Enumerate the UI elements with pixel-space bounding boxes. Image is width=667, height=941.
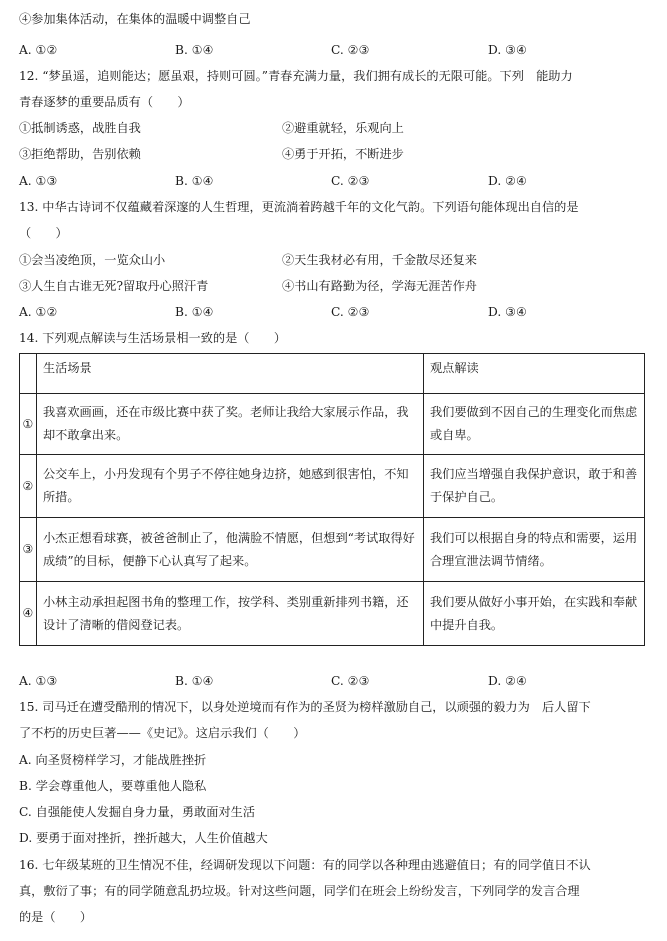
row-number: ③ bbox=[20, 518, 37, 582]
q11-option-d: D. ③④ bbox=[488, 43, 527, 57]
row-view: 我们要做到不因自己的生理变化而焦虑或自卑。 bbox=[424, 394, 645, 455]
row-scene: 我喜欢画画，还在市级比赛中获了奖。老师让我给大家展示作品，我却不敢拿出来。 bbox=[37, 394, 424, 455]
row-number: ④ bbox=[20, 582, 37, 646]
q12-item-4: ④勇于开拓，不断进步 bbox=[282, 147, 404, 161]
q15-stem-line1: 15. 司马迁在遭受酷刑的情况下，以身处逆境而有作为的圣贤为榜样激励自己，以顽强的毅力为 后人留下 bbox=[19, 700, 591, 714]
row-scene: 公交车上，小丹发现有个男子不停往她身边挤，她感到很害怕，不知所措。 bbox=[37, 455, 424, 518]
q11-item-4: ④参加集体活动，在集体的温暖中调整自己 bbox=[19, 12, 251, 26]
row-scene: 小林主动承担起图书角的整理工作，按学科、类别重新排列书籍，还设计了清晰的借阅登记表。 bbox=[37, 582, 424, 646]
table-row bbox=[20, 582, 645, 646]
table-header-row bbox=[20, 354, 645, 394]
q15-stem-line2: 了不朽的历史巨著——《史记》。这启示我们（ ） bbox=[19, 726, 306, 740]
q13-stem-line2: （ ） bbox=[19, 226, 68, 240]
q13-option-b: B. ①④ bbox=[175, 305, 214, 319]
q13-option-d: D. ③④ bbox=[488, 305, 527, 319]
q16-stem-line3: 的是（ ） bbox=[19, 910, 93, 924]
q15-choice-b: B. 学会尊重他人，要尊重他人隐私 bbox=[19, 779, 207, 793]
q11-option-a: A. ①② bbox=[19, 43, 58, 57]
q12-option-c: C. ②③ bbox=[331, 174, 370, 188]
row-view: 我们可以根据自身的特点和需要，运用合理宣泄法调节情绪。 bbox=[424, 518, 645, 582]
table-header-scene: 生活场景 bbox=[37, 354, 424, 394]
q13-item-3: ③人生自古谁无死?留取丹心照汗青 bbox=[19, 279, 209, 293]
q12-item-1: ①抵制诱惑，战胜自我 bbox=[19, 121, 141, 135]
row-number: ② bbox=[20, 455, 37, 518]
q11-option-b: B. ①④ bbox=[175, 43, 214, 57]
q13-item-2: ②天生我材必有用，千金散尽还复来 bbox=[282, 253, 477, 267]
table-row bbox=[20, 518, 645, 582]
q13-item-4: ④书山有路勤为径，学海无涯苦作舟 bbox=[282, 279, 477, 293]
q14-stem: 14. 下列观点解读与生活场景相一致的是（ ） bbox=[19, 331, 287, 345]
table-row bbox=[20, 455, 645, 518]
q11-option-c: C. ②③ bbox=[331, 43, 370, 57]
q14-option-b: B. ①④ bbox=[175, 674, 214, 688]
q12-option-d: D. ②④ bbox=[488, 174, 527, 188]
q16-stem-line2: 真，敷衍了事；有的同学随意乱扔垃圾。针对这些问题，同学们在班会上纷纷发言，下列同学的发言合理 bbox=[19, 884, 580, 898]
q15-choice-c: C. 自强能使人发掘自身力量，勇敢面对生活 bbox=[19, 805, 256, 819]
q13-option-a: A. ①② bbox=[19, 305, 58, 319]
q14-table bbox=[19, 353, 645, 646]
q12-item-3: ③拒绝帮助，告别依赖 bbox=[19, 147, 141, 161]
q12-option-b: B. ①④ bbox=[175, 174, 214, 188]
q14-option-a: A. ①③ bbox=[19, 674, 58, 688]
q14-option-c: C. ②③ bbox=[331, 674, 370, 688]
q12-stem-line1: 12. “梦虽遥，追则能达；愿虽艰，持则可圆。”青春充满力量，我们拥有成长的无限可能。下列 能助力 bbox=[19, 69, 573, 83]
table-row bbox=[20, 394, 645, 455]
table-header-view: 观点解读 bbox=[424, 354, 645, 394]
q15-choice-a: A. 向圣贤榜样学习，才能战胜挫折 bbox=[19, 753, 207, 767]
q15-choice-d: D. 要勇于面对挫折，挫折越大，人生价值越大 bbox=[19, 831, 268, 845]
row-view: 我们应当增强自我保护意识，敢于和善于保护自己。 bbox=[424, 455, 645, 518]
q13-stem-line1: 13. 中华古诗词不仅蕴藏着深邃的人生哲理，更流淌着跨越千年的文化气韵。下列语句能体现出自信的是 bbox=[19, 200, 579, 214]
q12-stem-line2: 青春逐梦的重要品质有（ ） bbox=[19, 95, 190, 109]
table-header-num bbox=[20, 354, 37, 394]
row-number: ① bbox=[20, 394, 37, 455]
q16-stem-line1: 16. 七年级某班的卫生情况不佳，经调研发现以下问题：有的同学以各种理由逃避值日；有的同学值日不认 bbox=[19, 858, 591, 872]
row-view: 我们要从做好小事开始，在实践和奉献中提升自我。 bbox=[424, 582, 645, 646]
q12-item-2: ②避重就轻，乐观向上 bbox=[282, 121, 404, 135]
q13-option-c: C. ②③ bbox=[331, 305, 370, 319]
row-scene: 小杰正想看球赛，被爸爸制止了，他满脸不情愿，但想到“考试取得好成绩”的目标，便静下心认真写了起来。 bbox=[37, 518, 424, 582]
q13-item-1: ①会当凌绝顶，一览众山小 bbox=[19, 253, 166, 267]
q14-option-d: D. ②④ bbox=[488, 674, 527, 688]
q12-option-a: A. ①③ bbox=[19, 174, 58, 188]
